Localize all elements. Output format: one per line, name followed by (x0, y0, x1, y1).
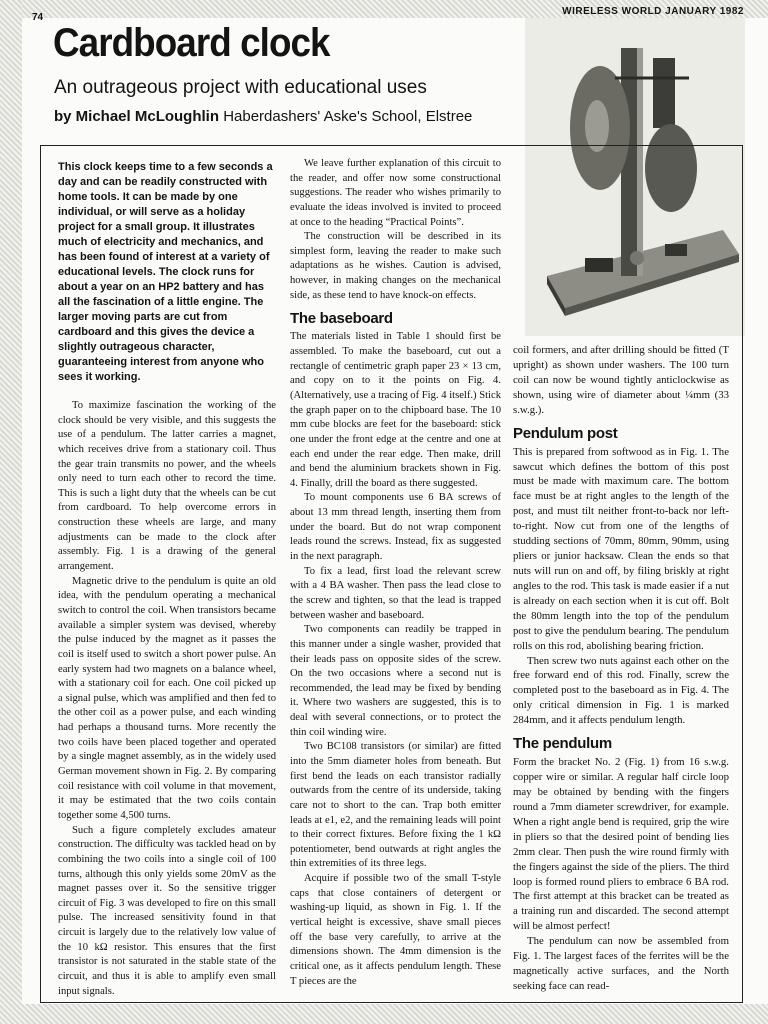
body-paragraph: The pendulum can now be assembled from Fig. 1. The largest faces of the ferrites will be the magnetically active surfaces, and the North seeking face can read- (513, 935, 729, 992)
article-subtitle: An outrageous project with educational uses (54, 77, 427, 98)
page-edge-left (0, 0, 22, 1024)
running-head: WIRELESS WORLD JANUARY 1982 (562, 6, 744, 17)
intro-paragraph: This clock keeps time to a few seconds a day and can be readily constructed with home tools. It can be made by one individual, or will serve as a holiday project for a small group. It illustrates much of electricity and mechanics, and has been found of interest at a variety of educational levels. The clock runs for about a year on an HP2 battery and has all the fascination of a little engine. The larger moving parts are cut from cardboard and this gives the device a slightly outrageous character, guaranteeing interest from anyone who sees it working. (58, 161, 273, 383)
body-paragraph: This is prepared from softwood as in Fig. 1. The sawcut which defines the bottom of this post must be made with maximum care. The bottom face must be at right angles to the length of the post, and must tilt neither front-to-back nor left-to-right. Now cut from one of the lengths of studding sections of 70mm, 80mm, 90mm, using pliers or junior hacksaw. Clean the ends so that nuts will run on and off, by filing briskly at right angles to the rod. This task is made easier if a nut is already on each section when it is cut off. Bolt the 80mm length into the top of the pendulum post to give the pendulum bearing. The pendulum rolls on this rod, abolishing bearing friction. (513, 445, 729, 652)
body-paragraph: To fix a lead, first load the relevant screw with a 4 BA washer. Then pass the lead close to the screw and tighten, so that the lead is trapped between washer and baseboard. (290, 565, 501, 621)
body-paragraph: To maximize fascination the working of the clock should be very visible, and this suggests the use of a pendulum. The latter carries a magnet, which receives drive from a stationary coil. Thus the gear train transmits no power, and the wheels only need to turn each other to record the time. This is such a light duty that the wheels can be cut from cardboard. To help overcome errors in construction these wheels are large, and many adjustments can be made to the clock after assembly. Fig. 1 is a drawing of the general arrangement. (58, 400, 276, 573)
body-paragraph: Two components can readily be trapped in this manner under a single washer, provided that their leads pass on opposite sides of the screw. On the two occasions where a second nut is recommended, the lead may be fixed by bending it. Where two washers are suggested, this is to deal with several connections, or to protect the thin coil winding wire. (290, 624, 501, 738)
body-paragraph: Two BC108 transistors (or similar) are fitted into the 5mm diameter holes from beneath. But first bend the leads on each transistor radially outwards from the centre of its underside, taking care not to short to the can. Trap both emitter leads at e1, e2, and the remaining leads will point to their correct fixtures. Before fixing the 1 kΩ potentiometer, bend outwards at right angles the thin extremities of its three legs. (290, 741, 501, 870)
column-2 (290, 157, 501, 989)
author-name: by Michael McLoughlin (54, 108, 220, 125)
body-paragraph: Then screw two nuts against each other on the free forward end of this rod. Finally, screw the completed post to the baseboard as in Fig. 4. The only critical dimension in Fig. 1 is marked 284mm, and it affects pendulum length. (513, 654, 729, 727)
page-number: 74 (32, 12, 44, 23)
heading-pendulum: The pendulum (513, 735, 612, 753)
heading-baseboard: The baseboard (290, 310, 393, 328)
author-school: Haberdashers' Aske's School, Elstree (223, 108, 473, 125)
body-paragraph: coil formers, and after drilling should be fitted (T upright) as shown under washers. The 100 turn coil can now be wound tightly anticlockwise as shown, using wire of diameter about ¼mm (33 s.w.g.). (513, 344, 729, 416)
body-paragraph: Magnetic drive to the pendulum is quite an old idea, with the pendulum operating a mechanical switch to control the coil. When transistors became available a simpler system was devised, whereby the pulse induced by the magnet as it passes the coil is itself used to switch a short power pulse. An early system had two magnets on a balance wheel, with a stationary coil for each. One coil picked up a signal pulse, which was amplified and then fed to the other coil as a power pulse, and each winding had perhaps a thousand turns. More recently the two coils have been placed together and operated by a single magnet assembly, as in the widely used German movement shown in Fig. 2. By comparing coil resistance with coil volume in that movement, it may be estimated that the two coils contain together some 4,500 turns. (58, 575, 276, 821)
body-paragraph: Acquire if possible two of the small T-style caps that close containers of detergent or washing-up liquid, as shown in Fig. 1. If the vertical height is excessive, shave small pieces off the base very carefully, to arrive at the dimensions shown. The 4mm dimension is the critical one, as it affects pendulum length. These T pieces are the (290, 873, 501, 987)
body-paragraph: Form the bracket No. 2 (Fig. 1) from 16 s.w.g. copper wire or similar. A regular half circle loop may be obtained by bending with the fingers round a 7mm diameter screwdriver, for example. When a right angle bend is required, grip the wire in pliers so that the desired point of bending lies 2mm clear. Then push the wire round firmly with the fingers against the side of the pliers. The third loop is formed round pliers to embrace 6 BA rod. The first attempt at this bracket can be treated as a training run and discarded. The second attempt will be almost perfect! (513, 756, 729, 933)
heading-pendulum-post: Pendulum post (513, 424, 618, 442)
page-edge-bottom (0, 1004, 768, 1024)
body-paragraph: To mount components use 6 BA screws of about 13 mm thread length, inserting them from under the board. But do not wrap component leads round the screws. Instead, fix as suggested in the next paragraph. (290, 492, 501, 563)
body-paragraph: The construction will be described in its simplest form, leaving the reader to make such adaptations as he wishes. Caution is advised, however, in making changes on the mechanical side, as these tend to have knock-on effects. (290, 231, 501, 301)
column-1 (58, 160, 276, 999)
body-paragraph: We leave further explanation of this circuit to the reader, and offer now some constructional suggestions. The reader who wishes primarily to evaluate the ideas involved is invited to proceed at once to the heading “Practical Points”. (290, 158, 501, 228)
body-paragraph: Such a figure completely excludes amateur construction. The difficulty was tackled head on by combining the two coils into a single coil of 100 turns, although this only yields some 20mV as the magnet passes over it. So the sensitive trigger circuit of Fig. 3 was developed to fire on this small pulse. The increased sensitivity found in that circuit is largely due to the relatively low value of the 10 kΩ resistor. This ensures that the first transistor is not saturated in the stable state of the circuit, and thus it is able to amplify even small input signals. (58, 824, 276, 997)
body-paragraph: The materials listed in Table 1 should first be assembled. To make the baseboard, cut out a rectangle of centimetric graph paper 23 × 13 cm, and copy on to it the points on Fig. 4. (Alternatively, use a tracing of Fig. 4 itself.) Stick the graph paper on to the chipboard base. The 10 mm cube blocks are feet for the baseboard: stick one under the front edge at the centre and one at each end under the rear edge. Then make, drill and bend the aluminium brackets shown in Fig. 4. Finally, drill the board as there suggested. (290, 331, 501, 489)
byline (54, 108, 472, 125)
article-title: Cardboard clock (53, 21, 330, 65)
column-3 (513, 343, 729, 994)
